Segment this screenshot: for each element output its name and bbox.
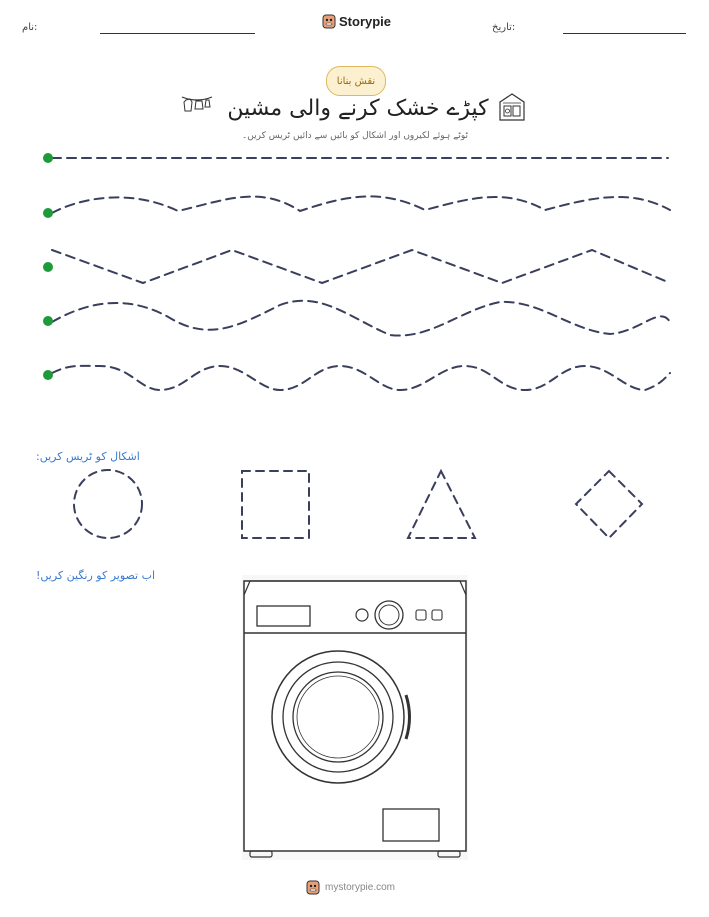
shapes-section-label: اشکال کو ٹریس کریں: xyxy=(36,450,140,463)
date-label: تاریخ: xyxy=(492,22,516,33)
footer-site-link[interactable]: mystorypie.com xyxy=(325,881,396,893)
washing-machine-illustration[interactable] xyxy=(242,575,468,860)
name-label: نام: xyxy=(22,22,38,33)
footer xyxy=(306,879,395,895)
trace-triangle xyxy=(408,471,475,538)
footer-mascot-icon xyxy=(306,879,320,895)
activity-badge: نقش بنانا xyxy=(326,66,386,96)
trace-circle xyxy=(74,470,142,538)
trace-diamond xyxy=(576,471,642,538)
coloring-section-label: اب تصویر کو رنگین کریں! xyxy=(36,569,156,582)
page-title: کپڑے خشک کرنے والی مشین xyxy=(227,96,489,121)
instruction-text: ٹوٹے ہوئے لکیروں اور اشکال کو بائیں سے دائیں ٹریس کریں۔ xyxy=(241,131,469,141)
trace-square xyxy=(242,471,309,538)
machine-body xyxy=(244,581,466,851)
brand-name: Storypie xyxy=(339,13,392,29)
